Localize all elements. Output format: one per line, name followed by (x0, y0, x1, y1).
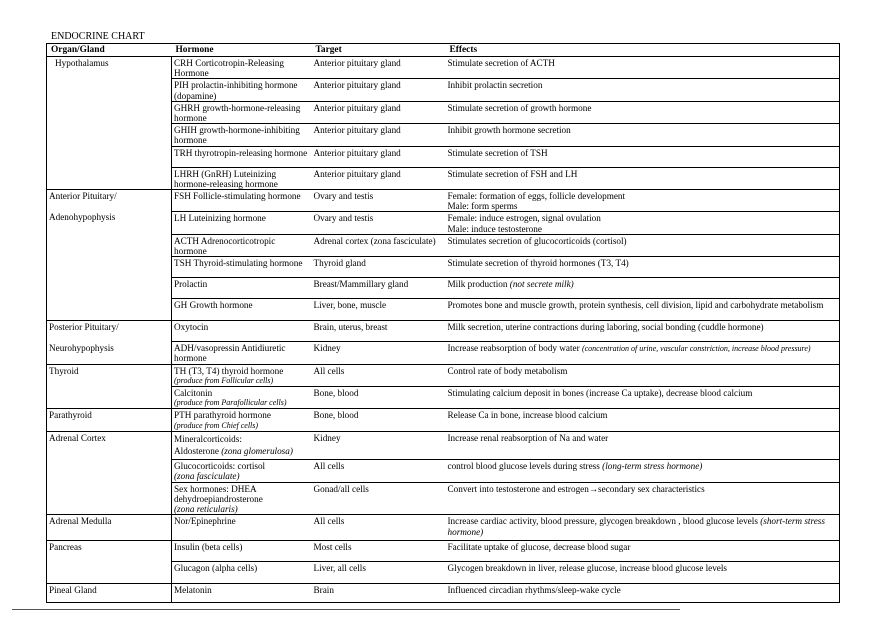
hormone-cell: Nor/Epinephrine (172, 515, 312, 541)
target-cell: Anterior pituitary gland (312, 101, 446, 123)
effects-cell: Inhibit prolactin secretion (446, 79, 840, 101)
endocrine-table (46, 43, 840, 603)
target-cell: Anterior pituitary gland (312, 167, 446, 189)
hormone-cell: Insulin (beta cells) (172, 541, 312, 562)
organ-cell (47, 321, 172, 364)
organ-cell (47, 190, 172, 321)
effects-text: Milk production (447, 279, 510, 290)
hormone-text: Mineralcorticoids: (174, 433, 242, 444)
effects-cell: Release Ca in bone, increase blood calcium (446, 409, 840, 431)
hormone-cell (172, 364, 312, 386)
hormone-cell: ADH/vasopressin Antidiuretic hormone (172, 342, 312, 364)
effects-cell: Stimulating calcium deposit in bones (increase Ca uptake), decrease blood calcium (446, 387, 840, 409)
hormone-cell: LH Luteinizing hormone (172, 212, 312, 234)
table-row (47, 584, 840, 603)
hormone-cell: LHRH (GnRH) Luteinizing hormone-releasing hormone (172, 167, 312, 189)
organ-cell: Parathyroid (47, 409, 172, 431)
hormone-cell: Oxytocin (172, 321, 312, 342)
effects-cell: Stimulate secretion of growth hormone (446, 101, 840, 123)
target-cell: Anterior pituitary gland (312, 79, 446, 101)
table-row (47, 321, 840, 342)
target-cell: Most cells (312, 541, 446, 562)
organ-label: Posterior Pituitary/ (49, 322, 119, 333)
effects-cell (446, 342, 840, 364)
hormone-note: (zona fasciculate) (174, 471, 240, 482)
table-row (47, 57, 840, 79)
hormone-cell (172, 459, 312, 482)
hormone-cell: Glucagon (alpha cells) (172, 562, 312, 584)
target-cell: Thyroid gland (312, 257, 446, 278)
hormone-cell: FSH Follicle-stimulating hormone (172, 190, 312, 212)
effects-text: Convert into testosterone and estrogen (447, 483, 589, 494)
header-organ: Organ/Gland (47, 44, 172, 57)
arrow-icon: → (588, 483, 599, 494)
hormone-text: PTH parathyroid hormone (174, 410, 271, 421)
hormone-subtext (174, 445, 310, 457)
effects-cell: Stimulate secretion of ACTH (446, 57, 840, 79)
page-divider (12, 609, 680, 610)
effects-cell (446, 278, 840, 299)
effects-text: Increase reabsorption of body water (447, 343, 582, 354)
table-row (47, 541, 840, 562)
effects-cell: Inhibit growth hormone secretion (446, 124, 840, 146)
effects-cell: Control rate of body metabolism (446, 364, 840, 386)
hormone-cell (172, 482, 312, 515)
effects-cell: Milk secretion, uterine contractions during laboring, social bonding (cuddle hormone) (446, 321, 840, 342)
target-cell: Ovary and testis (312, 190, 446, 212)
effects-male: Male: induce testosterone (447, 223, 542, 234)
organ-sublabel: Neurohypophysis (49, 343, 114, 354)
hormone-note: (produce from Chief cells) (174, 420, 259, 430)
effects-cell: Facilitate uptake of glucose, decrease blood sugar (446, 541, 840, 562)
target-cell: Anterior pituitary gland (312, 57, 446, 79)
effects-cell: Stimulate secretion of thyroid hormones (T3, T4) (446, 257, 840, 278)
hormone-cell: GHRH growth-hormone-releasing hormone (172, 101, 312, 123)
table-row (47, 190, 840, 212)
hormone-cell: TRH thyrotropin-releasing hormone (172, 146, 312, 167)
hormone-cell (172, 387, 312, 409)
effects-note: (concentration of urine, vascular constriction, increase blood pressure) (581, 344, 811, 354)
hormone-text: Sex hormones: DHEA (174, 483, 257, 494)
hormone-cell: PIH prolactin-inhibiting hormone (dopamine) (172, 79, 312, 101)
effects-note: (long-term stress hormone) (602, 460, 703, 471)
hormone-text: Glucocorticoids: cortisol (174, 460, 266, 471)
hormone-text: Calcitonin (174, 388, 213, 399)
target-cell: Bone, blood (312, 409, 446, 431)
effects-text: control blood glucose levels during stress (447, 460, 603, 471)
hormone-cell (172, 409, 312, 431)
header-hormone: Hormone (172, 44, 312, 57)
hormone-cell (172, 431, 312, 459)
effects-note: (short-term stress hormone) (447, 516, 825, 537)
effects-male: Male: form sperms (447, 201, 518, 212)
organ-cell: Adrenal Medulla (47, 515, 172, 541)
target-cell: Anterior pituitary gland (312, 146, 446, 167)
effects-text: Increase cardiac activity, blood pressure, glycogen breakdown , blood glucose levels (447, 516, 761, 527)
target-cell: Breast/Mammillary gland (312, 278, 446, 299)
effects-cell: Increase renal reabsorption of Na and water (446, 431, 840, 459)
header-row (47, 44, 840, 57)
hormone-cell: CRH Corticotropin-Releasing Hormone (172, 57, 312, 79)
effects-cell (446, 515, 840, 541)
hormone-cell: GHIH growth-hormone-inhibiting hormone (172, 124, 312, 146)
target-cell: Adrenal cortex (zona fasciculate) (312, 234, 446, 256)
target-cell: Gonad/all cells (312, 482, 446, 515)
target-cell: Kidney (312, 342, 446, 364)
chart-title: ENDOCRINE CHART (51, 31, 145, 42)
hormone-note: (produce from Parafollicular cells) (174, 398, 287, 408)
target-cell: Brain (313, 585, 334, 596)
hormone-note: (zona reticularis) (174, 504, 238, 515)
organ-cell: Thyroid (47, 364, 172, 409)
effects-cell: Influenced circadian rhythms/sleep-wake cycle (447, 585, 621, 596)
target-cell: Brain, uterus, breast (312, 321, 446, 342)
organ-cell: Hypothalamus (47, 57, 172, 190)
effects-cell (446, 459, 840, 482)
effects-cell: Stimulate secretion of FSH and LH (446, 167, 840, 189)
header-target: Target (312, 44, 446, 57)
hormone-cell: Prolactin (172, 278, 312, 299)
hormone-text: TH (T3, T4) thyroid hormone (174, 365, 284, 376)
hormone-cell: TSH Thyroid-stimulating hormone (172, 257, 312, 278)
target-cell: All cells (312, 364, 446, 386)
hormone-note: (produce from Follicular cells) (174, 375, 274, 385)
table-row (47, 364, 840, 386)
effects-female: Female: induce estrogen, signal ovulation (447, 213, 601, 224)
target-cell: Bone, blood (312, 387, 446, 409)
table-row (47, 431, 840, 459)
effects-cell (446, 212, 840, 234)
hormone-name: Aldosterone (174, 445, 222, 456)
target-cell: Liver, all cells (312, 562, 446, 584)
target-cell: Ovary and testis (312, 212, 446, 234)
table-row (47, 409, 840, 431)
target-cell: Anterior pituitary gland (312, 124, 446, 146)
effects-cell: Glycogen breakdown in liver, release glucose, increase blood glucose levels (446, 562, 840, 584)
effects-cell: Stimulates secretion of glucocorticoids (cortisol) (446, 234, 840, 256)
effects-female: Female: formation of eggs, follicle development (447, 191, 626, 202)
effects-cell (446, 190, 840, 212)
target-cell: Kidney (312, 431, 446, 459)
effects-text-2: secondary sex characteristics (598, 483, 705, 494)
target-cell: Liver, bone, muscle (312, 299, 446, 321)
hormone-subtext: dehydroepiandrosterone (174, 494, 263, 505)
table-row (47, 515, 840, 541)
organ-cell: Pineal Gland (47, 584, 172, 603)
target-cell: All cells (312, 459, 446, 482)
effects-cell: Promotes bone and muscle growth, protein synthesis, cell division, lipid and carbohydrate metabolism (446, 299, 840, 321)
effects-cell (446, 482, 840, 515)
effects-cell: Stimulate secretion of TSH (446, 146, 840, 167)
organ-cell: Pancreas (47, 541, 172, 584)
header-effects: Effects (446, 44, 840, 57)
organ-sublabel: Adenohypophysis (49, 212, 116, 223)
organ-label: Anterior Pituitary/ (49, 191, 117, 202)
target-cell: All cells (312, 515, 446, 541)
organ-cell: Adrenal Cortex (47, 431, 172, 515)
hormone-note: (zona glomerulosa) (221, 445, 293, 456)
hormone-cell: Melatonin (174, 585, 212, 596)
hormone-cell: GH Growth hormone (172, 299, 312, 321)
effects-note: (not secrete milk) (509, 279, 574, 290)
hormone-cell: ACTH Adrenocorticotropic hormone (172, 234, 312, 256)
